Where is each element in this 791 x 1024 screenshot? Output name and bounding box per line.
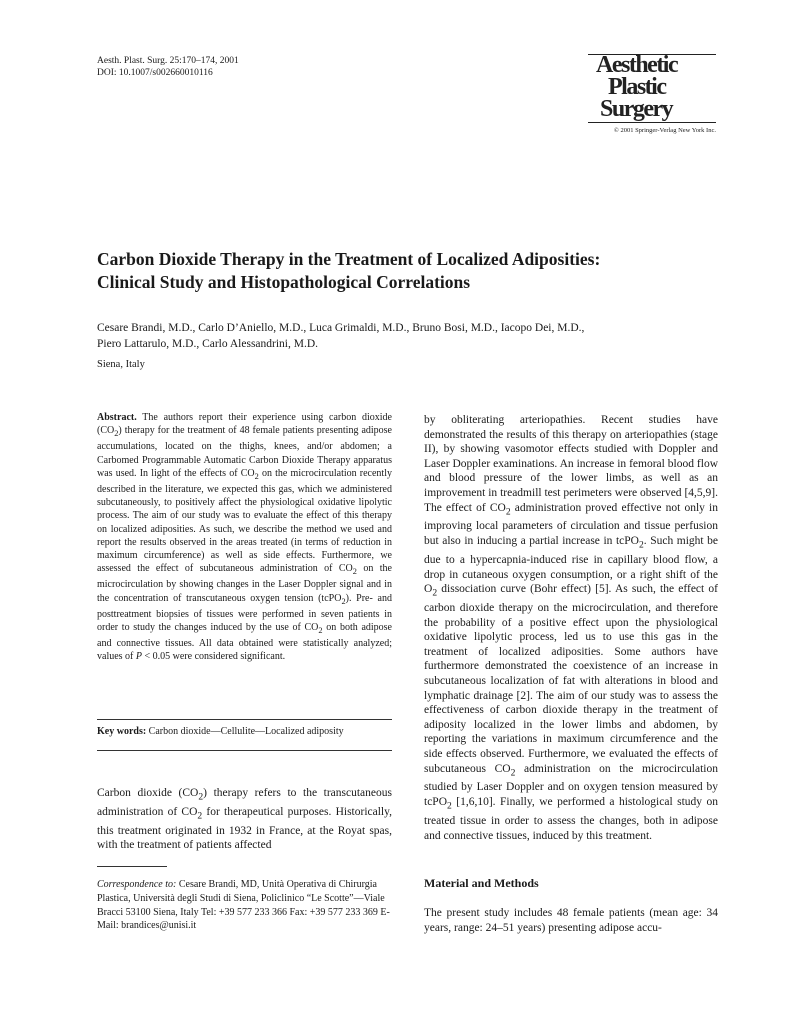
footnote-rule (97, 866, 167, 867)
article-title (97, 248, 697, 294)
authors-line-2: Piero Lattarulo, M.D., Carlo Alessandrini, M.D. (97, 338, 319, 350)
introduction-paragraph (97, 786, 392, 853)
keywords-top-rule (97, 719, 392, 720)
subscript: 2 (254, 471, 259, 481)
subscript: 2 (197, 810, 203, 822)
body-text: [1,6,10]. Finally, we performed a histological study on treated tissue in order to assess the changes, both in adipose and connective tissues, induced by this treatment. (424, 796, 718, 842)
p-value-symbol: P (135, 651, 142, 663)
copyright-notice: © 2001 Springer-Verlag New York Inc. (613, 127, 716, 134)
subscript: 2 (198, 791, 204, 803)
subscript: 2 (510, 766, 516, 778)
keywords (97, 726, 344, 737)
correspondence-footnote (97, 878, 392, 933)
intro-text: ) therapy refers to the transcutaneous administration of CO (97, 787, 392, 818)
subscript: 2 (352, 567, 357, 577)
right-column-paragraph (424, 413, 718, 843)
abstract-text: < 0.05 were considered significant. (142, 651, 286, 663)
subscript: 2 (318, 626, 323, 636)
affiliation: Siena, Italy (97, 359, 145, 370)
title-line-1: Carbon Dioxide Therapy in the Treatment of Localized Adiposities: (97, 249, 601, 269)
intro-text: for therapeutical purposes. Historically, this treatment originated in 1932 in France, at the Royat spas, with the treatment of patients affected (97, 805, 392, 852)
citation-line-2: DOI: 10.1007/s002660010116 (97, 68, 213, 78)
authors-line-1: Cesare Brandi, M.D., Carlo D’Aniello, M.D., Luca Grimaldi, M.D., Bruno Bosi, M.D., Iacopo Dei, M.D., (97, 322, 585, 334)
subscript: 2 (114, 429, 119, 439)
intro-text: Carbon dioxide (CO (97, 787, 199, 799)
keywords-text: Carbon dioxide—Cellulite—Localized adiposity (146, 726, 344, 737)
abstract-label: Abstract. (97, 412, 137, 423)
body-text: by obliterating arteriopathies. Recent studies have demonstrated the results of this therapy on arteriopathies (stage II), by showing vasomotor effects studied with Doppler and Laser Doppler examinations. An increase in femoral blood flow and blood pressure of the lower limbs, as well as an improvement in treadmill test perimeters were observed [4,5,9]. The effect of CO (424, 414, 718, 514)
author-list (97, 320, 697, 352)
body-text: dissociation curve (Bohr effect) [5]. As such, the effect of carbon dioxide therapy on the microcirculation, and therefore the probability of a positive effect upon the physiological oxidative lipolytic process, led us to use this gas in the treatment of localized adiposities. Some authors have furthermore demonstrated the coexistence of an increase in subcutaneous localization of fat with alterations in blood and lymphatic drainage [2]. The aim of our study was to assess the effectiveness of carbon dioxide therapy in the treatment of adiposity localized in the lower limbs and abdomen, by reporting the variations in maximum circumference and the side effects observed. Furthermore, we evaluated the effects of subcutaneous CO (424, 583, 718, 775)
subscript: 2 (505, 505, 511, 517)
abstract-text: on the microcirculation recently described in the literature, we expected this gas, which we administered subcutaneously, to positively affect the physiological oxidative lipolytic process. The aim of our study was to evaluate the effect of this therapy on localized adiposities. As such, we describe the method we used and report the results observed in the areas treated (in terms of reduction in maximum circumference) as well as side effects. Furthermore, we assessed the effect of subcutaneous administration of CO (97, 467, 392, 575)
citation-line-1: Aesth. Plast. Surg. 25:170–174, 2001 (97, 56, 239, 66)
subscript: 2 (341, 596, 346, 606)
abstract-text: The authors report their experience using carbon dioxide (CO (97, 412, 392, 437)
keywords-label: Key words: (97, 726, 147, 737)
logo-line-2: Plastic (608, 74, 666, 100)
correspondence-text: Cesare Brandi, MD, Unità Operativa di Chirurgia Plastica, Università degli Studi di Siena, Policlinico “Le Scotte”—Viale Bracci 53100 Siena, Italy Tel: +39 577 233 366 Fax: +39 577 233 369 E-Mail: brandices@unisi.it (97, 879, 390, 932)
abstract-text: on both adipose and connective tissues. All data obtained were statistically analyzed; values of (97, 622, 392, 663)
abstract-text: ) therapy for the treatment of 48 female patients presenting adipose accumulations, located on the thighs, knees, and/or abdomen; a Carbomed Programmable Automatic Carbon Dioxide Therapy apparatus was used. In light of the effects of CO (97, 425, 392, 479)
methods-paragraph: The present study includes 48 female patients (mean age: 34 years, range: 24–51 years) presenting adipose accu- (424, 907, 718, 934)
abstract (97, 411, 392, 664)
subscript: 2 (638, 539, 644, 551)
abstract-text: ). Pre- and posttreatment biopsies of tissues were performed in seven patients in order to study the changes induced by the use of CO (97, 592, 392, 634)
subscript: 2 (447, 800, 452, 812)
section-heading-methods: Material and Methods (424, 876, 539, 890)
logo-bottom-rule (588, 122, 716, 123)
body-text: administration on the microcirculation studied by Laser Doppler and on oxygen tension measured by tcPO (424, 762, 718, 809)
journal-logo (596, 54, 716, 120)
journal-citation (97, 55, 239, 79)
body-text: administration proved effective not only in improving local parameters of circulation and tissue perfusion but also in inducing a partial increase in tcPO (424, 501, 718, 548)
logo-line-1: Aesthetic (596, 52, 678, 78)
correspondence-label: Correspondence to: (97, 879, 177, 890)
abstract-text: on the microcirculation by showing changes in the Laser Doppler signal and in the concentration of transcutaneous oxygen tension (tcPO (97, 563, 392, 604)
subscript: 2 (432, 587, 438, 599)
keywords-bottom-rule (97, 750, 392, 751)
logo-line-3: Surgery (600, 96, 673, 122)
body-text: . Such might be due to a hypercapnia-induced rise in capillary blood flow, a drop in cutaneous oxygen consumption, or a right shift of the O (424, 535, 719, 596)
title-line-2: Clinical Study and Histopathological Correlations (97, 272, 471, 292)
